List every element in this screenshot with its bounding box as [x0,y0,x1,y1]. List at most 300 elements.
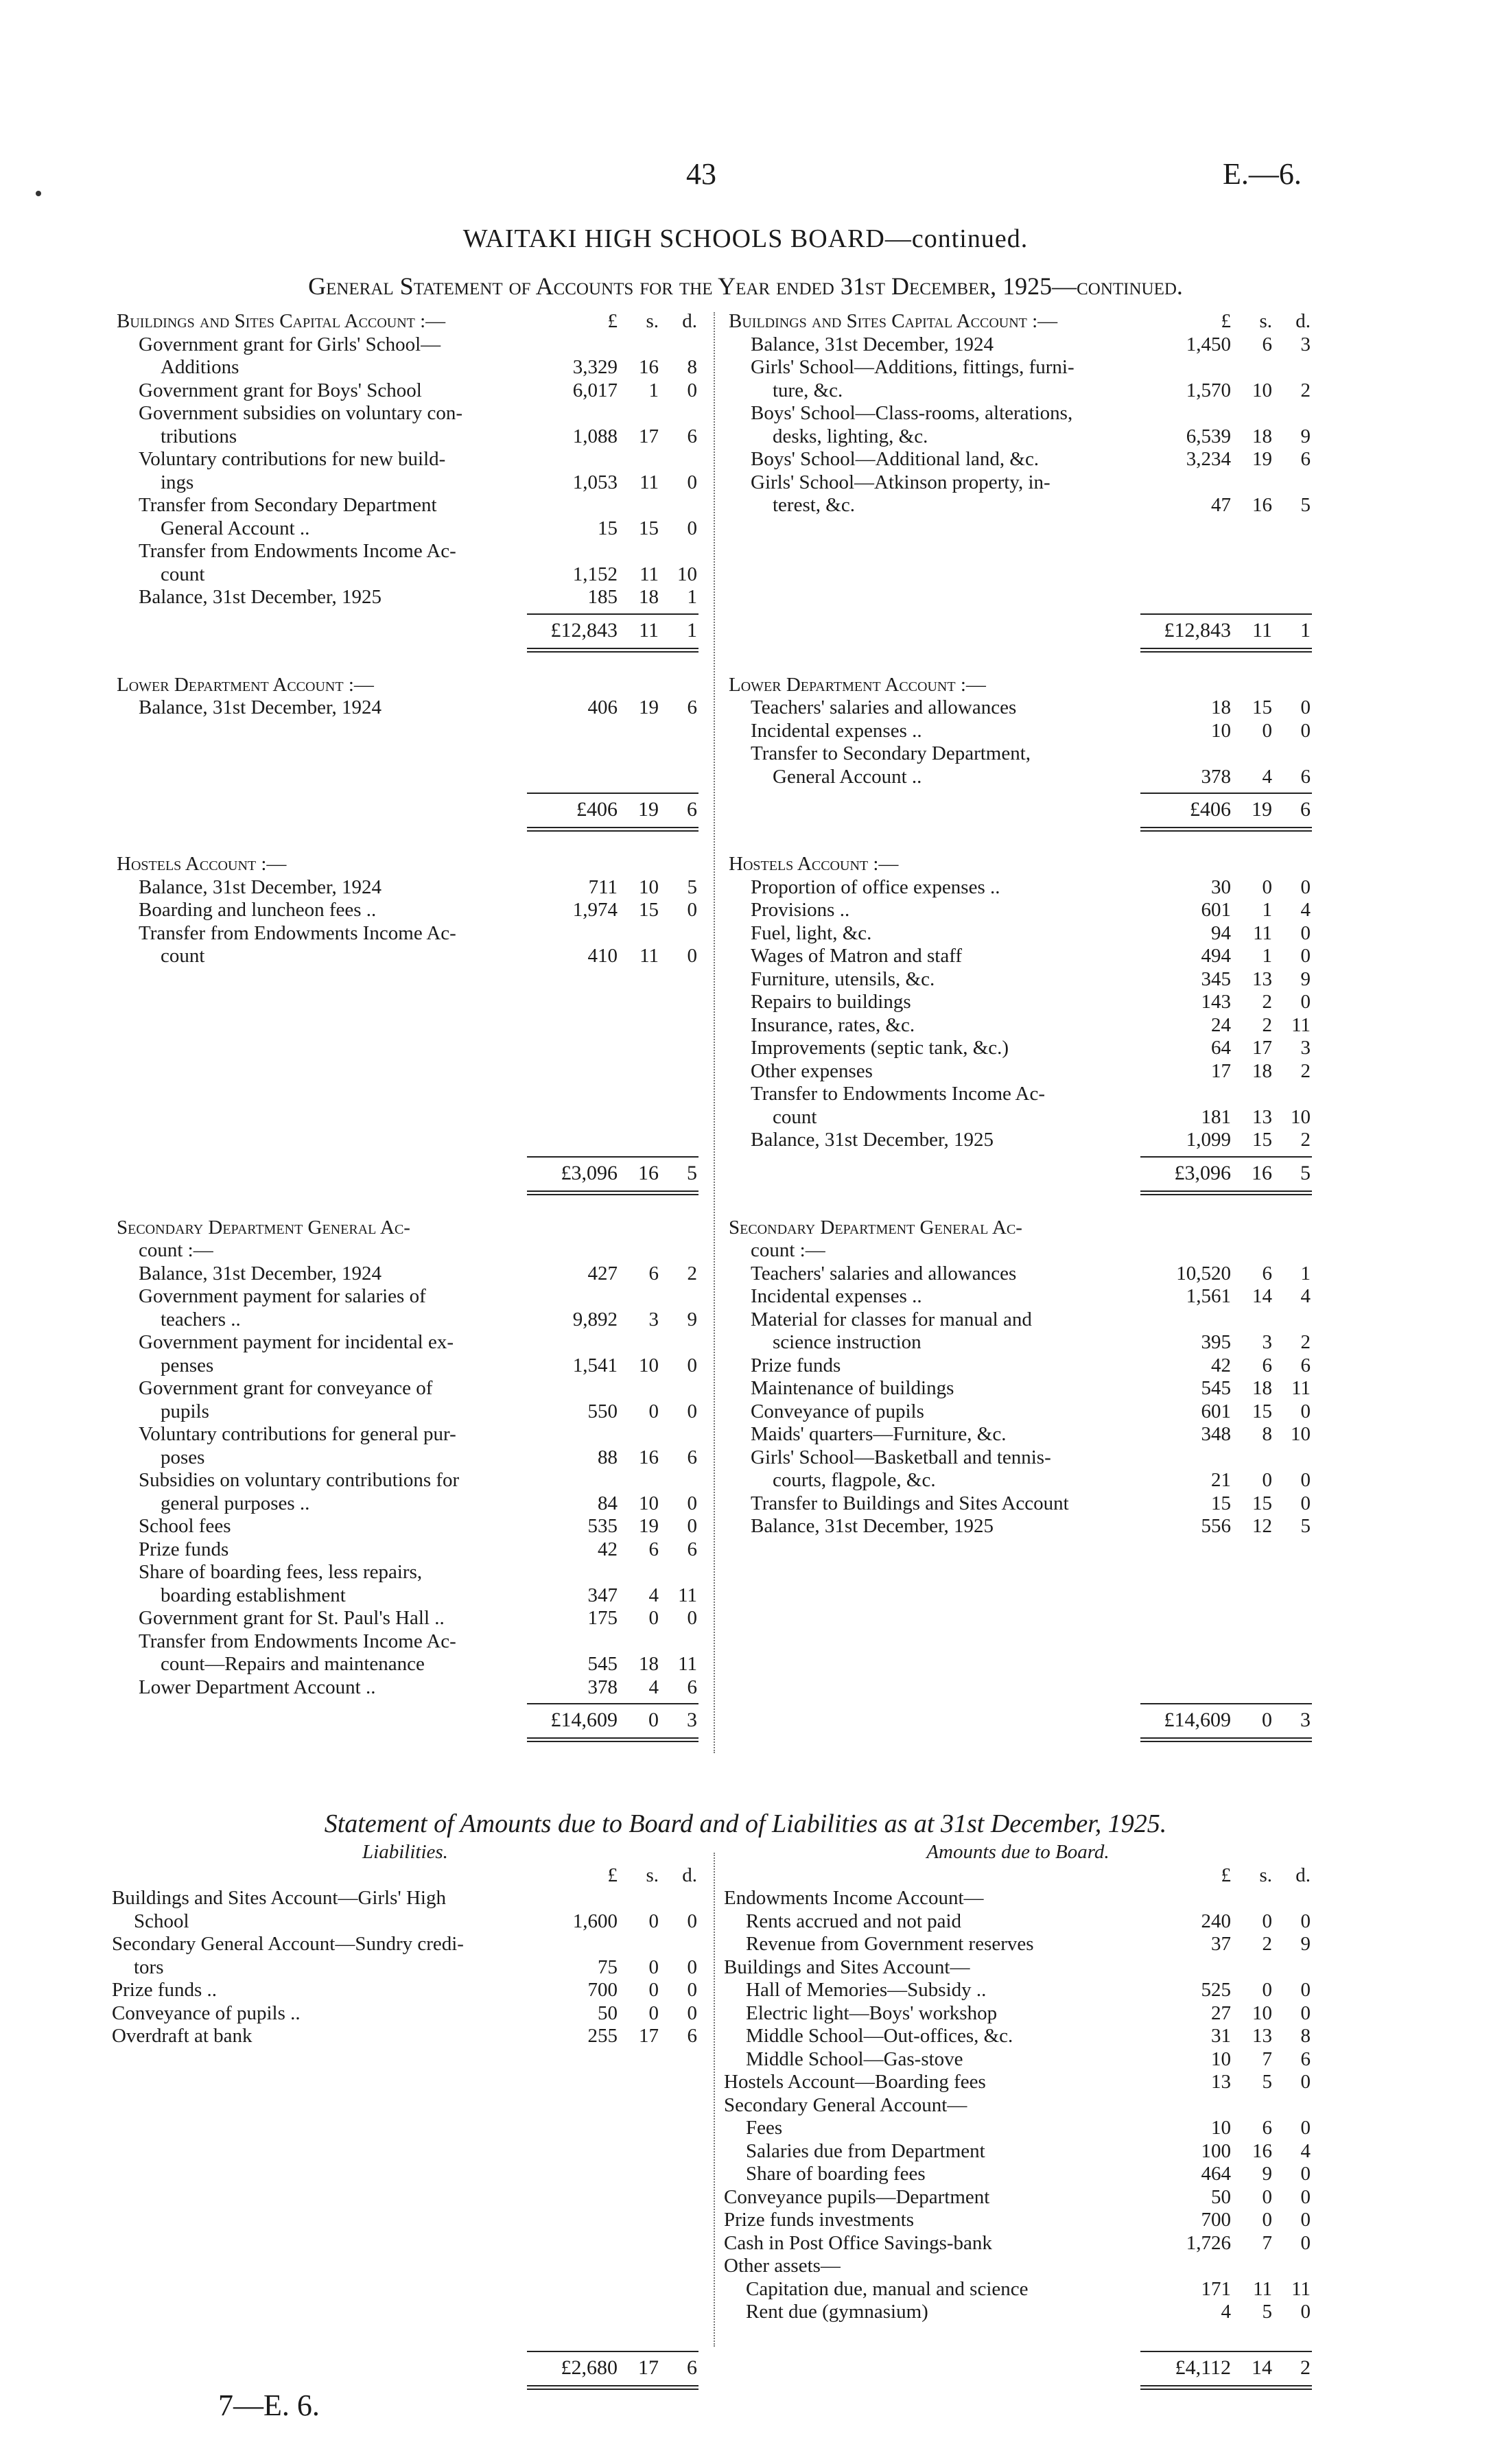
ledger-row [729,922,1312,946]
shillings-value: 2 [1262,1933,1272,1955]
row-label: Balance, 31st December, 1925 [751,1129,994,1151]
shillings-value: 16 [639,356,659,378]
pounds-header: £ [1221,310,1231,332]
ledger-row [729,876,1312,900]
pounds-value: 42 [598,1538,618,1560]
ledger-row [724,2163,1312,2186]
row-label: desks, lighting, &c. [773,425,928,447]
total-underline [1140,1741,1312,1742]
ledger-row [117,425,698,449]
blank-row [729,1538,1312,1562]
pence-value: 9 [687,1308,697,1330]
statement-title: Statement of Amounts due to Board and of Liabilities as at 31st December, 1925. [324,1809,1167,1838]
amount-cell [527,1607,698,1630]
row-label: Transfer from Endowments Income Ac- [139,540,456,562]
page-footer: 7—E. 6. [218,2389,320,2422]
amount-cell [1140,1400,1312,1424]
total-rule [1140,613,1312,615]
shillings-value: 11 [639,945,659,967]
row-label: count [161,945,205,967]
pence-value: 0 [687,899,697,921]
blank-row [117,1060,698,1083]
section-total [724,2347,1312,2388]
ledger-row [729,379,1312,403]
pence-value: 0 [1300,719,1311,742]
shillings-value: 17 [1252,1037,1272,1059]
amount-cell [1140,876,1312,900]
ledger-row [117,1423,698,1446]
pounds-value: 395 [1201,1331,1231,1353]
ledger-row [729,1515,1312,1538]
total-underline [1140,1737,1312,1739]
ledger-row [117,1630,698,1654]
amount-cell [527,379,698,403]
section-heading-label: Hostels Account :— [729,853,899,875]
shillings-value: 0 [1262,2185,1272,2208]
shillings-value: 8 [1262,1423,1272,1445]
ledger-row [117,1331,698,1354]
amount-cell [527,899,698,922]
account-section [117,1217,698,1764]
ledger-row [112,2025,698,2048]
amount-cell [527,1538,698,1562]
pounds-value: 1,726 [1186,2231,1231,2254]
amount-cell [527,1400,698,1424]
amount-cell [1140,2301,1312,2324]
pounds-value: 347 [587,1584,618,1606]
pounds-value: 4 [1221,2301,1231,2323]
shillings-value: 11 [639,563,659,585]
pounds-value: £406 [576,798,618,821]
total-rule [527,1156,698,1158]
ledger-row [729,333,1312,357]
section-total [117,788,698,830]
pence-value: 1 [1300,618,1311,642]
page-subtitle: General Statement of Accounts for the Year ended 31st December, 1925—continued. [308,272,1183,300]
total-rule [527,2351,698,2352]
ledger-row [724,2048,1312,2072]
total-underline [527,648,698,649]
total-underline [1140,1190,1312,1192]
column-divider [714,312,715,1753]
pence-value: 0 [1300,2301,1311,2323]
row-label: Buildings and Sites Account— [724,1956,970,1978]
amount-cell [1140,1060,1312,1083]
amount-cell [1140,1129,1312,1152]
shillings-value: 0 [648,1709,659,1731]
pounds-value: 700 [1201,2209,1231,2231]
amount-cell [1140,899,1312,922]
shillings-value: 6 [1262,333,1272,355]
total-underline [1140,2385,1312,2386]
pence-value: 11 [678,1584,697,1606]
shillings-value: 11 [1253,2277,1272,2300]
row-label: Additions [161,356,239,378]
blank-row [117,968,698,992]
amount-cell [1140,1492,1312,1516]
ledger-row [729,766,1312,789]
pounds-value: 1,561 [1186,1285,1231,1307]
amount-cell [1140,1423,1312,1446]
blank-row [729,1676,1312,1700]
row-label: ture, &c. [773,379,843,401]
shillings-value: 14 [1252,1285,1272,1307]
pence-value: 4 [1300,899,1311,921]
pounds-value: 18 [1211,696,1231,718]
pounds-value: 1,088 [572,425,618,447]
ledger-row [117,379,698,403]
amount-cell [1140,1263,1312,1286]
pounds-value: 15 [598,517,618,539]
amount-cell [527,1676,698,1700]
pounds-value: 31 [1211,2025,1231,2047]
shillings-header: s. [646,1864,659,1886]
row-label: Improvements (septic tank, &c.) [751,1037,1009,1059]
ledger-row [117,899,698,922]
row-label: Share of boarding fees, less repairs, [139,1561,423,1583]
pence-value: 10 [1291,1423,1311,1445]
shillings-value: 18 [1252,1059,1272,1082]
pence-value: 0 [1300,2071,1311,2093]
total-rule [527,613,698,615]
amount-cell [1140,991,1312,1014]
statement-column-heading-label: Liabilities. [362,1841,448,1863]
row-label: Conveyance of pupils .. [112,2002,301,2024]
amount-cell [527,1492,698,1516]
pounds-value: 50 [598,2002,618,2024]
pence-value: 0 [1300,2117,1311,2139]
account-section [117,674,698,854]
ledger-row [117,1676,698,1700]
amount-cell [1140,1469,1312,1492]
shillings-value: 7 [1262,2231,1272,2254]
row-label: Other expenses [751,1059,873,1082]
row-label: count :— [139,1239,213,1261]
pence-value: 3 [687,1709,697,1731]
pence-value: 6 [687,696,697,718]
ledger-row [724,2301,1312,2324]
amount-cell [527,517,698,541]
pence-value: 0 [687,379,697,401]
shillings-header: s. [1259,1864,1272,1886]
blank-row [117,720,698,743]
ledger-row [724,1979,1312,2002]
ledger-row [729,425,1312,449]
shillings-value: 18 [1252,425,1272,447]
amount-cell [527,945,698,968]
row-label: Middle School—Gas-stove [746,2048,963,2070]
ledger-row [729,402,1312,425]
row-label: Government grant for St. Paul's Hall .. [139,1607,445,1629]
amount-cell [527,1263,698,1286]
row-label: Balance, 31st December, 1924 [139,696,381,718]
shillings-value: 0 [648,1607,659,1629]
amount-cell [1140,448,1312,471]
ledger-row [724,2094,1312,2117]
shillings-value: 19 [639,696,659,718]
pence-value: 5 [687,876,697,898]
pence-value: 9 [1300,425,1311,447]
row-label: Boys' School—Class-rooms, alterations, [751,402,1073,424]
amount-cell [1140,1106,1312,1129]
pounds-value: 378 [587,1676,618,1698]
row-label: Prize funds [139,1538,229,1560]
row-label: Conveyance pupils—Department [724,2185,990,2208]
shillings-value: 11 [1253,922,1272,944]
row-label: tributions [161,425,237,447]
shillings-value: 10 [639,876,659,898]
pounds-value: 175 [587,1607,618,1629]
row-label: Teachers' salaries and allowances [751,1262,1017,1284]
pounds-value: 50 [1211,2185,1231,2208]
pounds-value: 21 [1211,1469,1231,1491]
amount-cell [527,1584,698,1608]
shillings-value: 15 [1252,1129,1272,1151]
amount-cell [527,1309,698,1332]
section-total [729,1152,1312,1193]
ledger-row [117,1538,698,1562]
shillings-value: 16 [638,1161,659,1184]
shillings-value: 0 [1262,1979,1272,2001]
total-underline [527,1741,698,1742]
pence-value: 1 [687,586,697,608]
pounds-value: 13 [1211,2071,1231,2093]
ledger-row [117,1285,698,1309]
shillings-value: 10 [639,1492,659,1514]
pence-value: 0 [1300,2163,1311,2185]
pence-value: 0 [1300,922,1311,944]
amount-cell [527,1979,698,2002]
blank-row [729,1561,1312,1584]
shillings-value: 6 [648,1262,659,1284]
pence-value: 6 [1300,798,1311,821]
amount-cell [1140,968,1312,992]
account-section [729,674,1312,854]
amount-cell [1140,494,1312,517]
pounds-value: 1,541 [572,1354,618,1376]
amount-cell [527,1515,698,1538]
pence-value: 0 [1300,2185,1311,2208]
pence-value: 11 [1291,2277,1311,2300]
account-section [729,310,1312,674]
statement-column-heading-label: Amounts due to Board. [926,1841,1110,1863]
amount-cell [527,425,698,449]
blank-row [117,1106,698,1129]
pence-value: 6 [687,1676,697,1698]
ledger-row [724,2071,1312,2094]
ledger-row [729,1037,1312,1060]
shillings-value: 0 [1262,1910,1272,1932]
row-label: Maintenance of buildings [751,1377,954,1399]
pence-value: 0 [1300,2002,1311,2024]
ledger-row [729,1129,1312,1152]
pence-value: 3 [1300,1037,1311,1059]
amount-cell [1140,1515,1312,1538]
row-label: Fuel, light, &c. [751,922,872,944]
row-label: Secondary General Account—Sundry credi- [112,1933,464,1955]
row-label: School [134,1910,189,1932]
row-label: Transfer from Endowments Income Ac- [139,1630,456,1652]
amount-cell [527,2025,698,2048]
pounds-value: 10 [1211,719,1231,742]
pence-value: 2 [1300,379,1311,401]
ledger-row [729,356,1312,379]
ledger-row [724,1956,1312,1980]
row-label: Transfer to Secondary Department, [751,742,1031,764]
shillings-value: 18 [639,1653,659,1675]
row-label: Secondary General Account— [724,2093,967,2116]
shillings-value: 15 [639,517,659,539]
pence-value: 0 [687,471,697,493]
pounds-value: £3,096 [561,1161,618,1184]
pounds-value: 24 [1211,1013,1231,1036]
pence-value: 10 [1291,1105,1311,1128]
row-label: Conveyance of pupils [751,1400,924,1422]
shillings-value: 11 [1252,618,1272,642]
ledger-row [117,563,698,587]
row-label: Revenue from Government reserves [746,1933,1034,1955]
shillings-value: 6 [1262,1354,1272,1376]
shillings-header: s. [1259,310,1272,332]
row-label: General Account .. [773,765,922,788]
amount-cell [527,696,698,720]
amount-cell [1140,2117,1312,2140]
pounds-value: 143 [1201,991,1231,1013]
amount-cell [1140,766,1312,789]
ledger-row [117,922,698,946]
amount-cell [1140,1377,1312,1400]
pounds-value: 6,539 [1186,425,1231,447]
row-label: Balance, 31st December, 1924 [751,333,994,355]
ledger-row [729,968,1312,992]
statement-column-heading [724,1841,1312,1864]
blank-row [117,1037,698,1060]
ledger-row [117,1469,698,1492]
blank-row [117,766,698,789]
pounds-value: 601 [1201,899,1231,921]
money-column-header [112,1864,698,1888]
ledger-row [117,356,698,379]
pence-value: 6 [687,2356,697,2379]
ledger-row [724,2209,1312,2232]
pence-value: 6 [687,1538,697,1560]
shillings-value: 19 [1252,798,1272,821]
pence-value: 6 [1300,1354,1311,1376]
pounds-value: 30 [1211,876,1231,898]
ledger-row [117,586,698,609]
shillings-value: 0 [1262,1469,1272,1491]
money-column-header [724,1864,1312,1888]
row-label: Teachers' salaries and allowances [751,696,1017,718]
blank-row [117,1083,698,1106]
row-label: Other assets— [724,2255,841,2277]
ledger-row [117,1239,698,1263]
row-label: Maids' quarters—Furniture, &c. [751,1423,1007,1445]
pounds-value: 711 [588,876,618,898]
pence-value: 11 [1291,1377,1311,1399]
blank-row [729,563,1312,587]
total-underline [527,1194,698,1195]
pence-value: 0 [687,1515,697,1537]
pounds-value: 37 [1211,1933,1231,1955]
account-section [729,1217,1312,1764]
ledger-row [117,494,698,517]
blank-row [112,2140,698,2163]
pounds-value: 550 [587,1400,618,1422]
ledger-row [117,1354,698,1378]
section-gap [729,650,1312,674]
pounds-value: 100 [1201,2139,1231,2162]
pounds-value: 10,520 [1176,1262,1231,1284]
section-gap [729,830,1312,853]
ledger-row [117,1263,698,1286]
pounds-value: 427 [587,1262,618,1284]
pence-value: 5 [1300,1161,1311,1184]
shillings-value: 0 [648,1400,659,1422]
shillings-value: 17 [639,2025,659,2047]
shillings-value: 15 [1252,696,1272,718]
page-number: 43 [686,157,716,191]
row-label: Transfer to Buildings and Sites Account [751,1492,1069,1514]
pounds-value: 700 [587,1979,618,2001]
pounds-value: £14,609 [1164,1709,1231,1731]
row-label: Transfer from Endowments Income Ac- [139,922,456,944]
pounds-value: £3,096 [1174,1161,1231,1184]
row-label: Balance, 31st December, 1925 [139,586,381,608]
ledger-row [729,1400,1312,1424]
ledger-row [729,742,1312,766]
total-underline [527,827,698,828]
row-label: Fees [746,2117,783,2139]
section-heading-label: Lower Department Account :— [729,673,986,696]
ledger-row [729,1014,1312,1037]
amount-cell [527,563,698,587]
pounds-value: 545 [587,1653,618,1675]
amount-cell [1140,1354,1312,1378]
pence-value: 11 [678,1653,697,1675]
pence-value: 6 [1300,765,1311,788]
total-rule [1140,1156,1312,1158]
pence-value: 0 [687,517,697,539]
pounds-value: 75 [598,1956,618,1978]
section-heading [729,853,1312,876]
total-underline [527,2385,698,2386]
amount-cell [527,1354,698,1378]
amount-cell [1140,2025,1312,2048]
pence-value: 0 [687,1979,697,2001]
section-gap [729,1193,1312,1217]
pounds-value: 1,570 [1186,379,1231,401]
ledger-row [117,402,698,425]
shillings-value: 6 [648,1538,659,1560]
shillings-value: 13 [1252,967,1272,990]
amount-cell [1140,1037,1312,1060]
pence-value: 0 [687,1400,697,1422]
row-label: Rent due (gymnasium) [746,2301,928,2323]
blank-row [112,2163,698,2186]
row-label: Boarding and luncheon fees .. [139,899,377,921]
ledger-row [729,471,1312,495]
pounds-value: 406 [587,696,618,718]
amount-cell [1140,2209,1312,2232]
shillings-value: 14 [1252,2356,1272,2379]
row-label: Insurance, rates, &c. [751,1013,915,1036]
section-heading-label: Hostels Account :— [117,853,287,875]
row-label: Government grant for conveyance of [139,1377,433,1399]
pence-value: 2 [1300,1331,1311,1353]
row-label: Middle School—Out-offices, &c. [746,2025,1013,2047]
ledger-row [117,333,698,357]
